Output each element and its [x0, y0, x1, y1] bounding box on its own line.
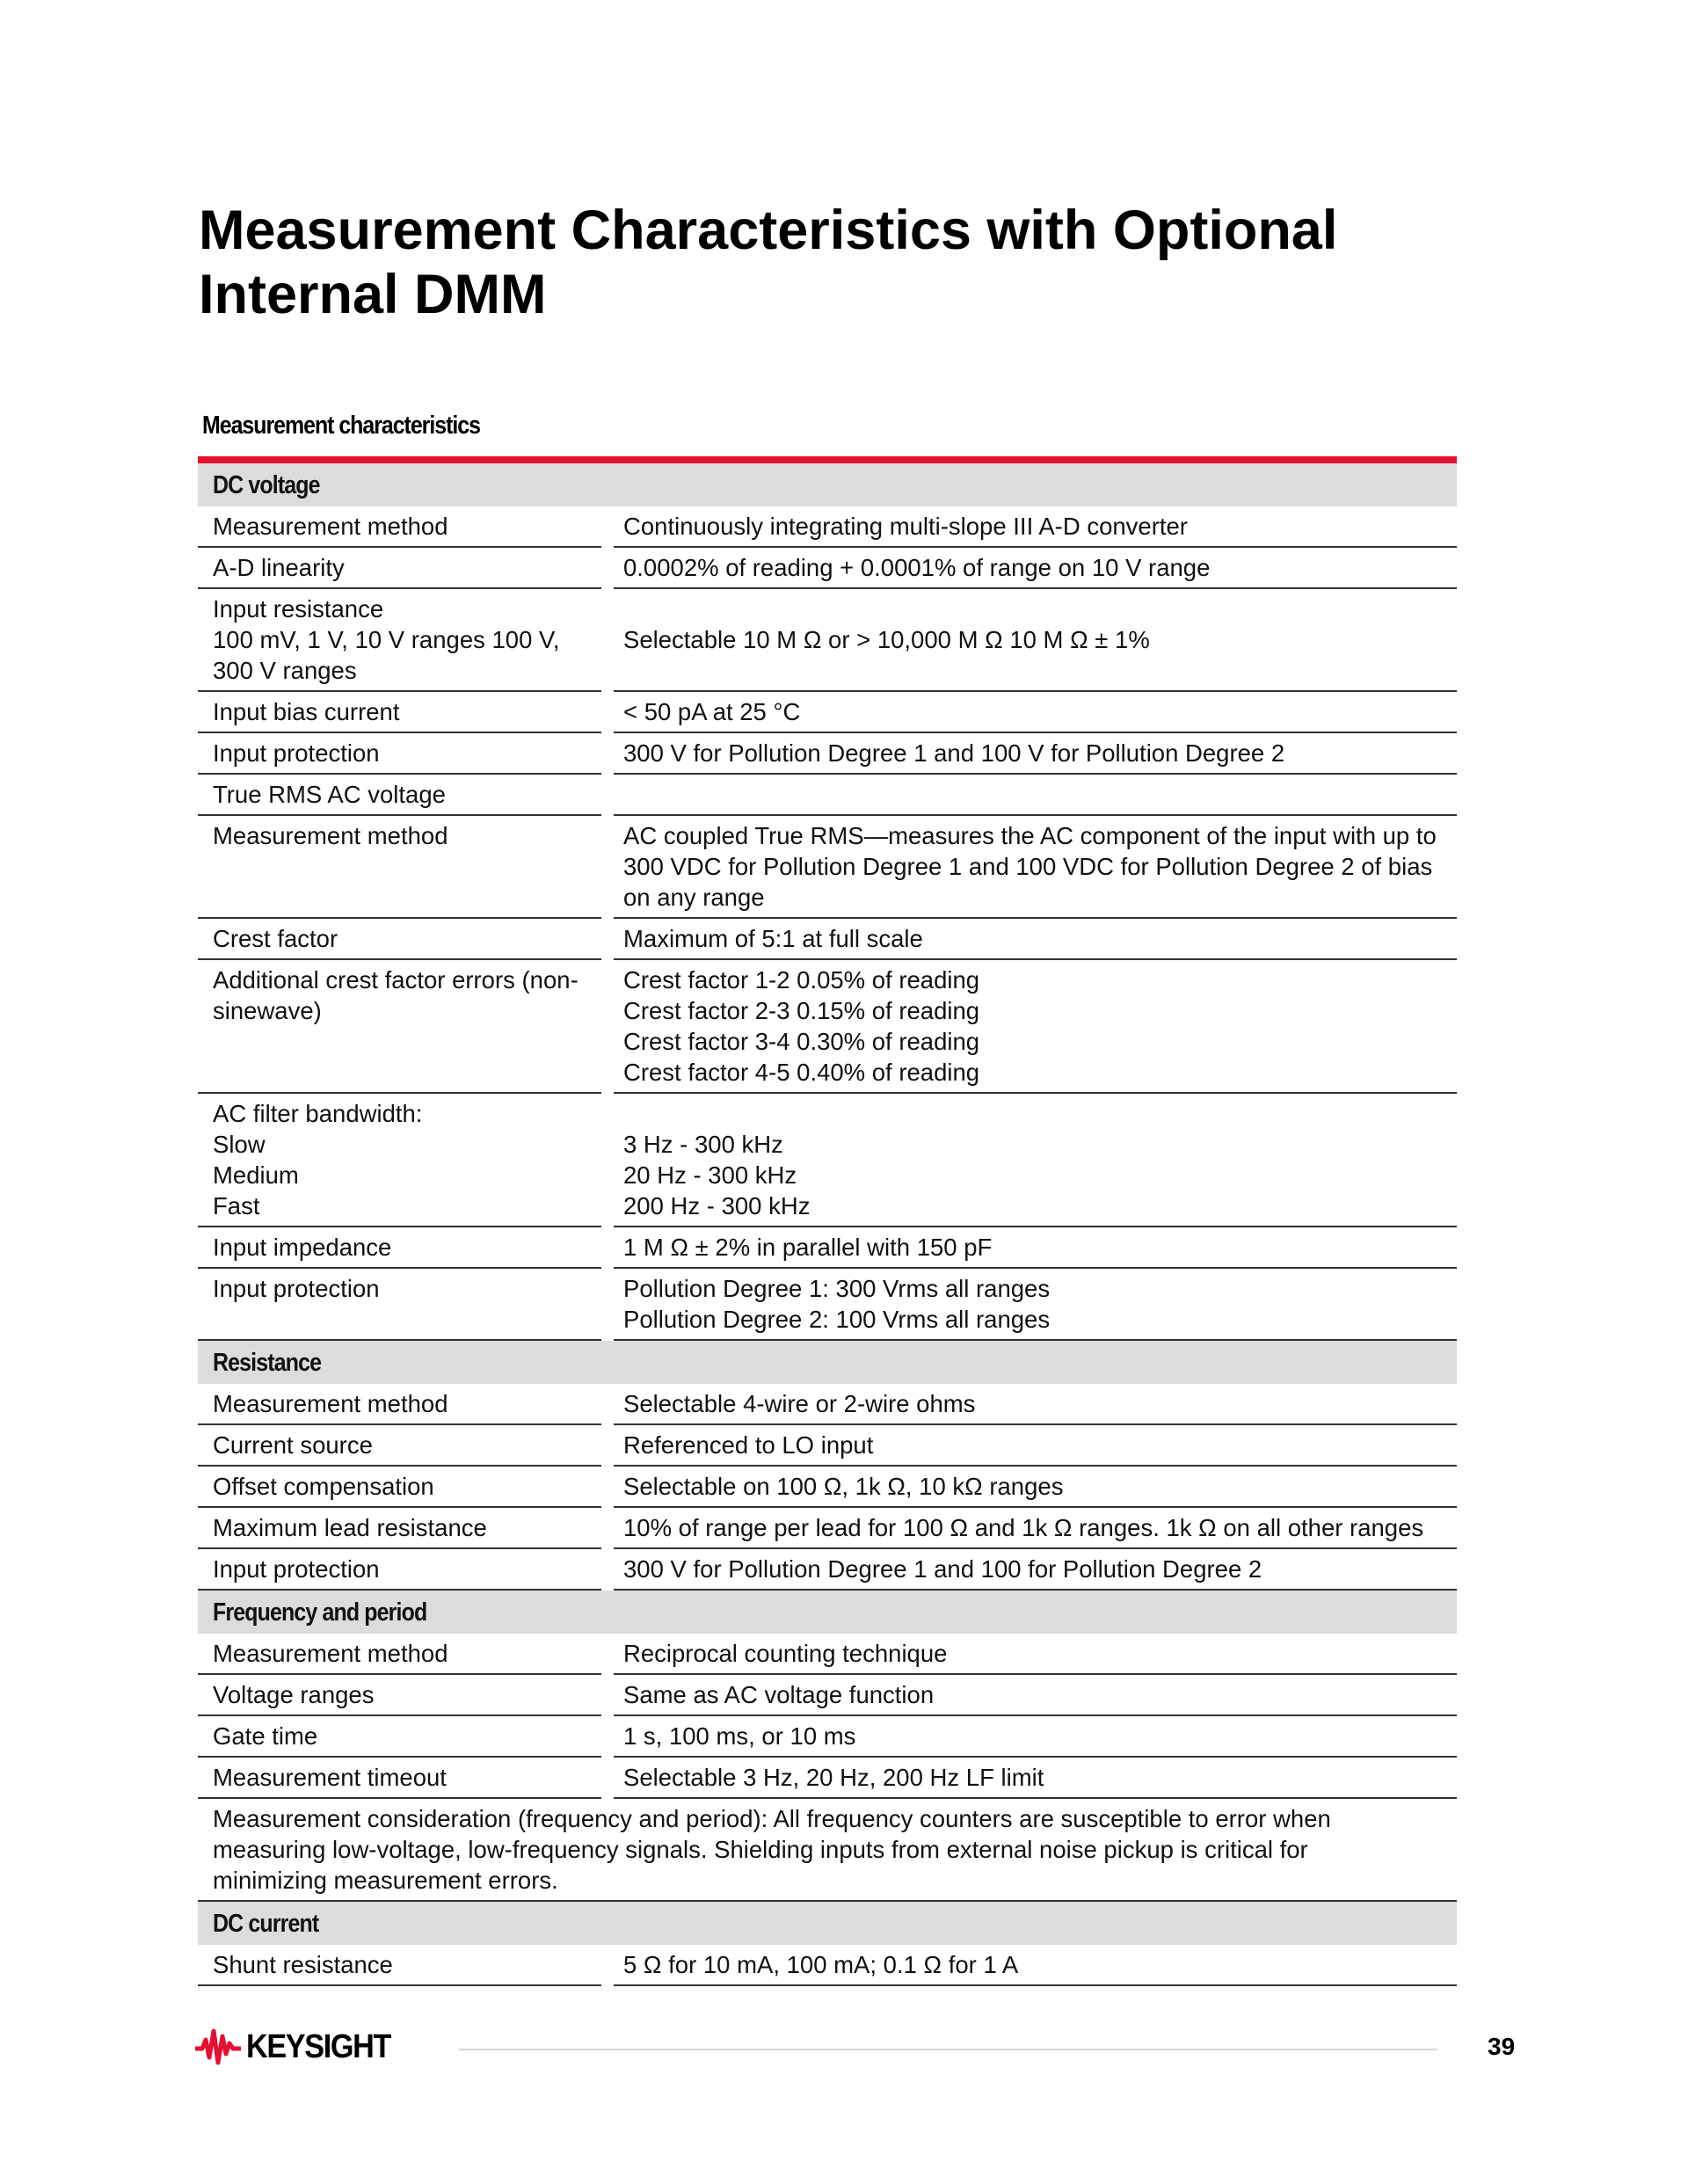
table-row [198, 1716, 1457, 1758]
measurement-note: Measurement consideration (frequency and period): All frequency counters are susceptible to error when measuring low-voltage, low-frequency signals. Shielding inputs from external noise pickup is critical for minimizing measurement errors. [198, 1799, 1457, 1902]
table-row [198, 733, 1457, 775]
table-row [198, 1384, 1457, 1425]
table-row [198, 775, 1457, 816]
spec-value: Same as AC voltage function [614, 1675, 1457, 1716]
table-row [198, 1425, 1457, 1467]
brand-name: KEYSIGHT [246, 2027, 391, 2065]
section-header [198, 1591, 1457, 1634]
spec-value [614, 775, 1457, 816]
spec-value: Selectable 3 Hz, 20 Hz, 200 Hz LF limit [614, 1758, 1457, 1799]
table-row [198, 1634, 1457, 1675]
spec-value: Reciprocal counting technique [614, 1634, 1457, 1675]
spec-table [198, 456, 1457, 1986]
table-row [198, 1549, 1457, 1591]
spec-label: Input protection [198, 1549, 601, 1591]
page-number: 39 [1488, 2033, 1516, 2060]
table-row [198, 692, 1457, 733]
spec-value: 3 Hz - 300 kHz 20 Hz - 300 kHz 200 Hz - 300 kHz [614, 1094, 1457, 1227]
spec-label: Input protection [198, 733, 601, 775]
spec-value: 5 Ω for 10 mA, 100 mA; 0.1 Ω for 1 A [614, 1945, 1457, 1986]
table-caption: Measurement characteristics [202, 411, 480, 440]
spec-value: Pollution Degree 1: 300 Vrms all ranges Pollution Degree 2: 100 Vrms all ranges [614, 1269, 1457, 1341]
spec-label: Input protection [198, 1269, 601, 1341]
table-row [198, 919, 1457, 960]
section-title: Frequency and period [213, 1598, 427, 1627]
table-row [198, 548, 1457, 589]
spec-label: Crest factor [198, 919, 601, 960]
spec-value: 1 M Ω ± 2% in parallel with 150 pF [614, 1227, 1457, 1269]
spec-label: Offset compensation [198, 1467, 601, 1508]
table-row [198, 506, 1457, 548]
spec-label: Maximum lead resistance [198, 1508, 601, 1549]
spec-label: Voltage ranges [198, 1675, 601, 1716]
spec-label: Gate time [198, 1716, 601, 1758]
spec-value: Continuously integrating multi-slope III A-D converter [614, 506, 1457, 548]
spec-label: Measurement method [198, 506, 601, 548]
spec-value: Selectable 4-wire or 2-wire ohms [614, 1384, 1457, 1425]
spec-label: Measurement method [198, 1384, 601, 1425]
page-title: Measurement Characteristics with Optional Internal DMM [199, 200, 1338, 325]
table-row [198, 960, 1457, 1094]
spec-label: Input impedance [198, 1227, 601, 1269]
table-row [198, 1758, 1457, 1799]
spec-label: Shunt resistance [198, 1945, 601, 1986]
spec-label: AC filter bandwidth: Slow Medium Fast [198, 1094, 601, 1227]
spec-label: True RMS AC voltage [198, 775, 601, 816]
table-row [198, 1945, 1457, 1986]
spec-label: Measurement method [198, 1634, 601, 1675]
spec-value: Selectable on 100 Ω, 1k Ω, 10 kΩ ranges [614, 1467, 1457, 1508]
spec-value: 1 s, 100 ms, or 10 ms [614, 1716, 1457, 1758]
spec-value: Crest factor 1-2 0.05% of reading Crest factor 2-3 0.15% of reading Crest factor 3-4 0.30% of reading Crest factor 4-5 0.40% of reading [614, 960, 1457, 1094]
spec-value: 0.0002% of reading + 0.0001% of range on 10 V range [614, 548, 1457, 589]
spec-value: AC coupled True RMS—measures the AC component of the input with up to 300 VDC for Pollution Degree 1 and 100 VDC for Pollution Degree 2 of bias on any range [614, 816, 1457, 919]
spec-label: Additional crest factor errors (non-sinewave) [198, 960, 601, 1094]
spec-label: Input resistance 100 mV, 1 V, 10 V ranges 100 V, 300 V ranges [198, 589, 601, 692]
table-row [198, 1269, 1457, 1341]
section-header [198, 1902, 1457, 1945]
table-row [198, 816, 1457, 919]
keysight-wave-icon [193, 2027, 243, 2066]
spec-value: 300 V for Pollution Degree 1 and 100 V for Pollution Degree 2 [614, 733, 1457, 775]
keysight-logo [193, 2027, 406, 2066]
spec-label: Current source [198, 1425, 601, 1467]
table-row [198, 1094, 1457, 1227]
table-row [198, 1227, 1457, 1269]
spec-value: 10% of range per lead for 100 Ω and 1k Ω ranges. 1k Ω on all other ranges [614, 1508, 1457, 1549]
spec-value: Selectable 10 M Ω or > 10,000 M Ω 10 M Ω ± 1% [614, 589, 1457, 692]
section-title: DC current [213, 1910, 319, 1938]
spec-value: Maximum of 5:1 at full scale [614, 919, 1457, 960]
section-header [198, 1341, 1457, 1384]
footer-divider [459, 2049, 1437, 2050]
table-row [198, 589, 1457, 692]
table-row [198, 1467, 1457, 1508]
spec-value: < 50 pA at 25 °C [614, 692, 1457, 733]
table-row [198, 1675, 1457, 1716]
table-row [198, 1508, 1457, 1549]
spec-label: Measurement method [198, 816, 601, 919]
spec-label: Input bias current [198, 692, 601, 733]
section-title: Resistance [213, 1349, 322, 1377]
section-title: DC voltage [213, 471, 320, 499]
section-header [198, 463, 1457, 506]
spec-label: Measurement timeout [198, 1758, 601, 1799]
spec-label: A-D linearity [198, 548, 601, 589]
spec-value: Referenced to LO input [614, 1425, 1457, 1467]
spec-value: 300 V for Pollution Degree 1 and 100 for Pollution Degree 2 [614, 1549, 1457, 1591]
